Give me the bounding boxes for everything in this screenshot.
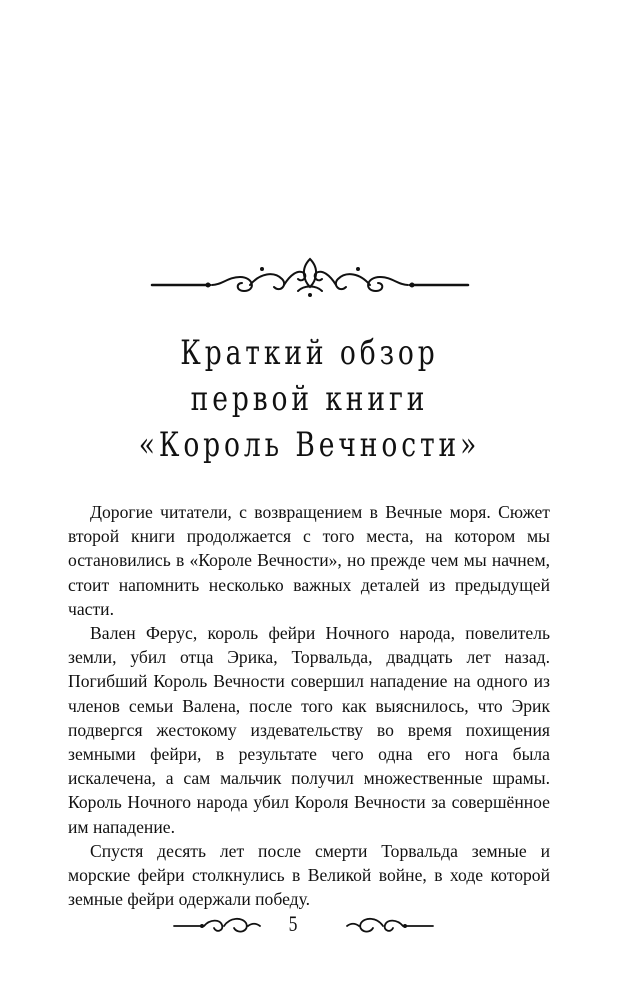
flourish-left-icon bbox=[172, 913, 262, 939]
page-footer bbox=[0, 905, 619, 945]
page-number: 5 bbox=[288, 911, 298, 936]
chapter-title bbox=[68, 330, 551, 468]
body-text bbox=[68, 500, 550, 911]
flourish-right-icon bbox=[345, 913, 435, 939]
paragraph-3: Спустя десять лет после смерти Торвальда земные и морские фейри столкнулись в Великой войне, в ходе которой земные фейри одержали победу. bbox=[68, 840, 550, 910]
flourish-divider-icon bbox=[150, 255, 470, 299]
title-line-3: «Король Вечности» bbox=[138, 425, 481, 465]
title-line-2: первой книги bbox=[190, 379, 429, 419]
paragraph-2: Вален Ферус, король фейри Ночного народа, повелитель земли, убил отца Эрика, Торвальда, двадцать лет назад. Погибший Король Вечности совершил нападение на одного из членов семьи Валена, после того как выяснилось, что Эрик подвергся жестокому издевательству во время похищения земными фейри, в результате чего одна его нога была искалечена, а сам мальчик получил множественные шрамы. Король Ночного народа убил Короля Вечности за совершённое им нападение. bbox=[68, 623, 550, 837]
paragraph-1: Дорогие читатели, с возвращением в Вечные моря. Сюжет второй книги продолжается с того места, на котором мы остановились в «Короле Вечности», но прежде чем мы начнем, стоит напомнить несколько важных деталей из предыдущей части. bbox=[68, 502, 550, 619]
title-line-1: Краткий обзор bbox=[180, 333, 439, 373]
